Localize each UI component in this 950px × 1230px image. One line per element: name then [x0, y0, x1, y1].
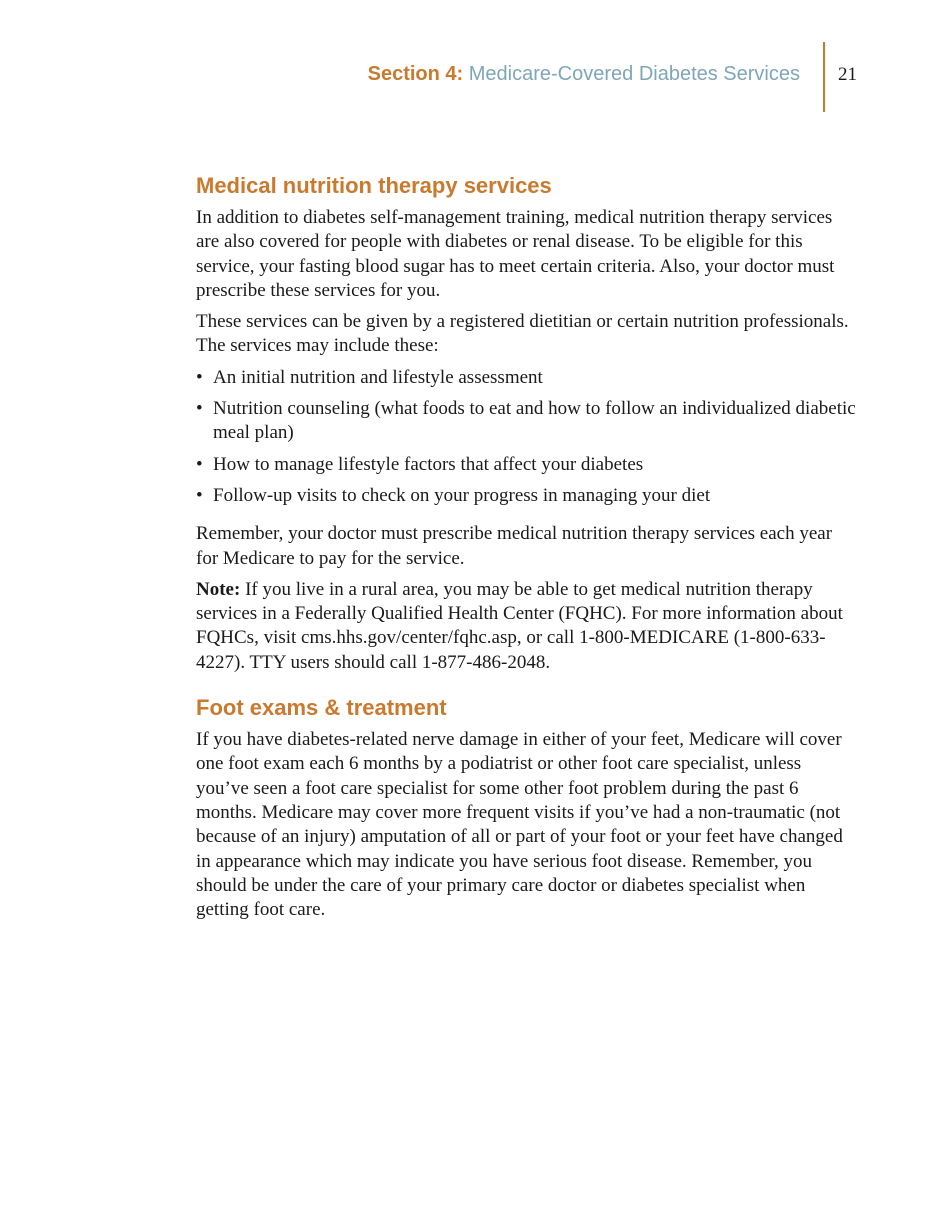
bullet-icon: • — [196, 484, 203, 506]
foot-paragraph: If you have diabetes-related nerve damage in either of your feet, Medicare will cover one foot exam each 6 months by a podiatrist or other foot care specialist, unless you’ve seen a foot care specialist for some other foot problem during the past 6 months. Medicare may cover more frequent visits if you’ve had a non-traumatic (not because of an injury) amputation of all or part of your foot or your feet have changed in appearance which may indicate you have serious foot disease. Remember, you should be under the care of your primary care doctor or diabetes specialist when getting foot care. — [196, 729, 843, 921]
list-item — [196, 366, 856, 390]
list-item-text: An initial nutrition and lifestyle assessment — [213, 366, 543, 388]
nutrition-providers-paragraph: These services can be given by a registered dietitian or certain nutrition professionals. The services may include these: — [196, 311, 849, 357]
bullet-icon: • — [196, 453, 203, 475]
page-number: 21 — [838, 64, 857, 85]
list-item-text: Follow-up visits to check on your progress in managing your diet — [213, 484, 711, 506]
nutrition-services-list — [196, 366, 856, 508]
header-divider — [823, 42, 825, 112]
list-item — [196, 453, 856, 477]
section-title: Medicare-Covered Diabetes Services — [468, 63, 800, 85]
page-content — [196, 172, 856, 929]
running-header — [368, 60, 800, 88]
nutrition-intro-paragraph: In addition to diabetes self-management training, medical nutrition therapy services are also covered for people with diabetes or renal disease. To be eligible for this service, your fasting blood sugar has to meet certain criteria. Also, your doctor must prescribe these services for you. — [196, 207, 835, 301]
nutrition-heading: Medical nutrition therapy services — [196, 173, 552, 198]
section-label: Section 4: — [367, 63, 464, 85]
bullet-icon: • — [196, 398, 203, 420]
list-item — [196, 484, 856, 508]
list-item-text: Nutrition counseling (what foods to eat and how to follow an individualized diabetic meal plan) — [213, 398, 856, 444]
foot-heading: Foot exams & treatment — [196, 695, 447, 721]
note-label: Note: — [196, 578, 241, 600]
nutrition-reminder-paragraph: Remember, your doctor must prescribe medical nutrition therapy services each year for Medicare to pay for the service. — [196, 523, 833, 569]
note-text: If you live in a rural area, you may be able to get medical nutrition therapy services in a Federally Qualified Health Center (FQHC). For more information about FQHCs, visit cms.hhs.gov/center/fqhc.asp, or call 1-800-MEDICARE (1-800-633-4227). TTY users should call 1-877-486-2048. — [196, 578, 843, 673]
nutrition-note-paragraph — [196, 578, 856, 675]
list-item — [196, 397, 856, 446]
list-item-text: How to manage lifestyle factors that affect your diabetes — [213, 453, 644, 475]
bullet-icon: • — [196, 366, 203, 388]
